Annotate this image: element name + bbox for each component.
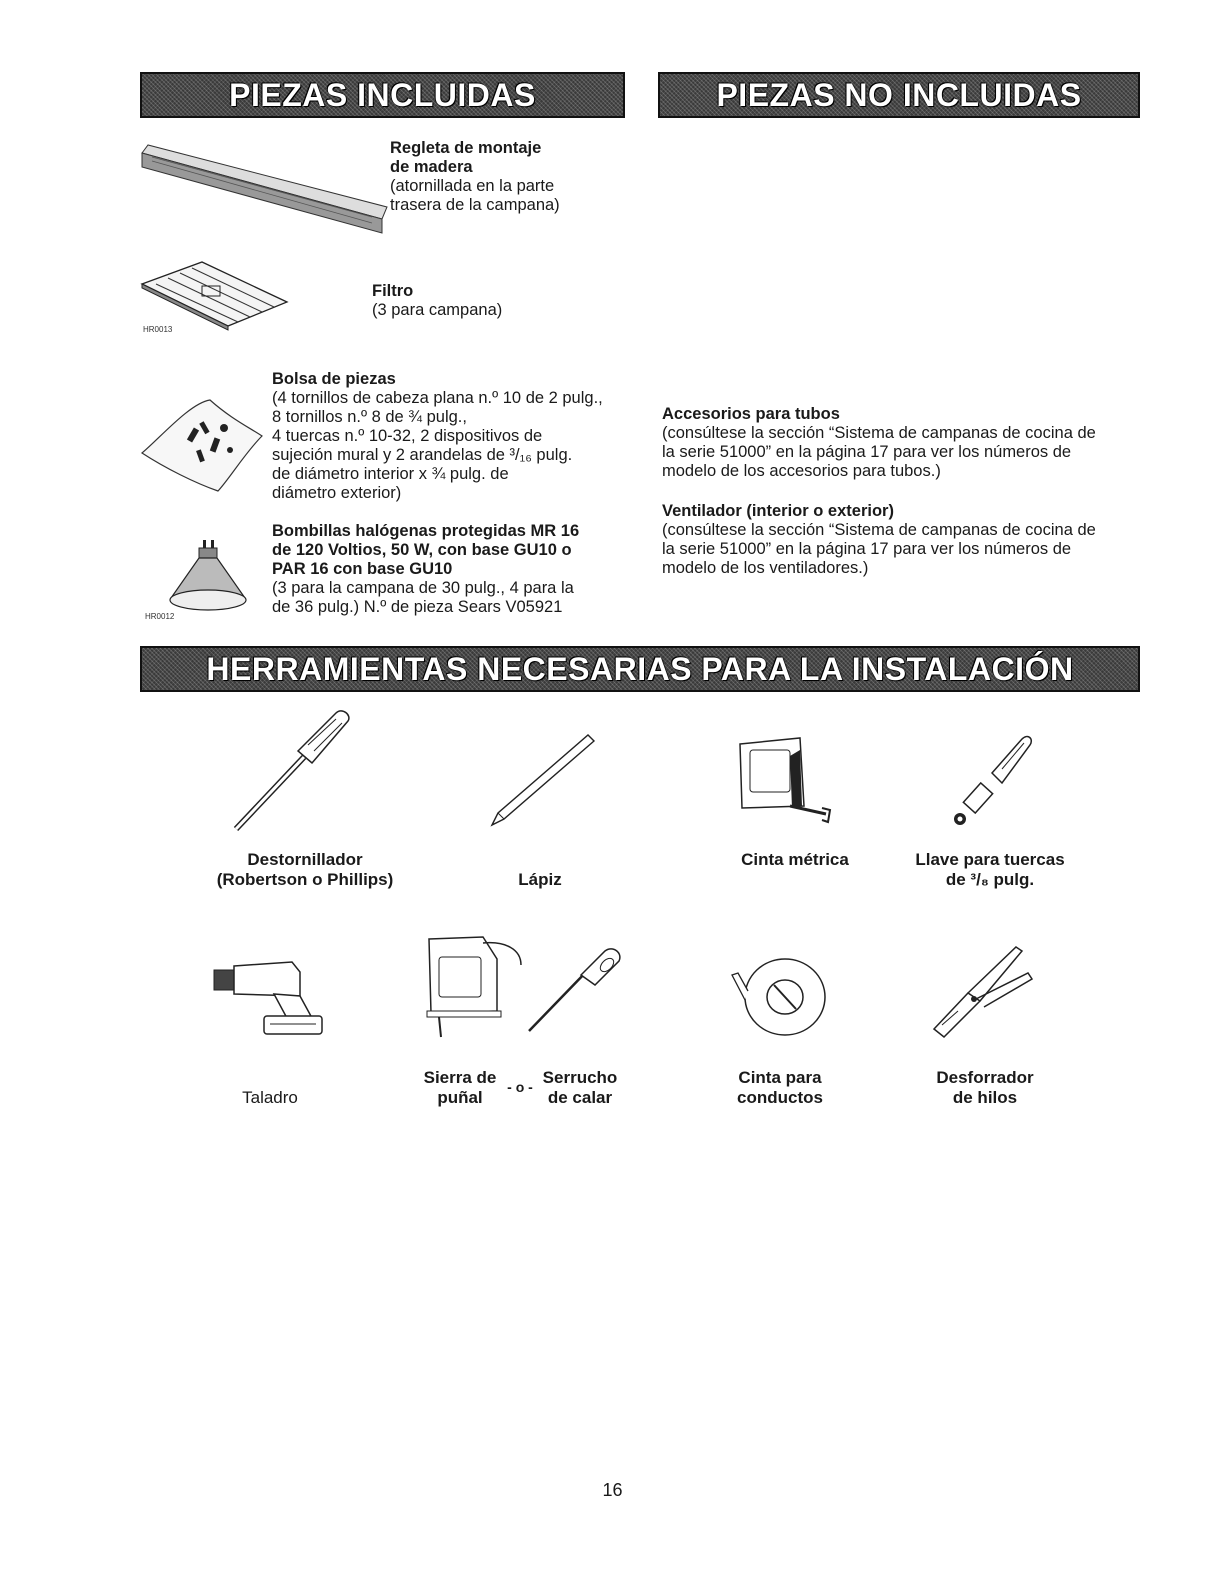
screwdriver-label-1: Destornillador (247, 850, 363, 869)
filter-image (142, 262, 292, 330)
fan-line-1: (consúltese la sección “Sistema de campanas de cocina de (662, 521, 1096, 539)
parts-bag-line-5: de diámetro interior x ¾ pulg. de (272, 465, 509, 483)
nut-driver-label (895, 850, 1085, 890)
keyhole-saw-label-1: Serrucho (542, 1068, 618, 1087)
parts-bag-title: Bolsa de piezas (272, 370, 396, 388)
filter-code: HR0013 (143, 325, 173, 334)
wire-stripper-label (900, 1068, 1070, 1108)
tape-measure-label: Cinta métrica (741, 850, 849, 869)
banner-not-included-text: PIEZAS NO INCLUIDAS (716, 76, 1082, 113)
duct-accessories-text (662, 405, 1096, 481)
duct-accessories-title: Accesorios para tubos (662, 405, 840, 423)
nut-driver-icon (950, 733, 1035, 828)
jigsaw-label (405, 1068, 515, 1108)
keyhole-saw-label-2: de calar (547, 1088, 613, 1107)
bulbs-title-3: PAR 16 con base GU10 (272, 560, 453, 578)
parts-bag-image (140, 398, 265, 493)
banner-included-text: PIEZAS INCLUIDAS (229, 76, 536, 113)
drill-label: Taladro (242, 1088, 298, 1107)
parts-bag-line-2: 8 tornillos n.º 8 de ¾ pulg., (272, 408, 467, 426)
parts-bag-text (272, 370, 603, 503)
pencil-icon (490, 733, 595, 828)
banner-tools (140, 646, 1140, 692)
mounting-strip-text (390, 139, 560, 215)
bulbs-desc-2: de 36 pulg.) N.º de pieza Sears V05921 (272, 598, 563, 616)
banner-tools-text: HERRAMIENTAS NECESARIAS PARA LA INSTALACIÓN (206, 650, 1074, 687)
banner-included (140, 72, 625, 118)
tape-measure-icon (730, 736, 835, 826)
parts-bag-line-3: 4 tuercas n.º 10-32, 2 dispositivos de (272, 427, 543, 445)
parts-bag-line-1: (4 tornillos de cabeza plana n.º 10 de 2 pulg., (272, 389, 603, 407)
wire-stripper-label-1: Desforrador (936, 1068, 1034, 1087)
duct-tape-icon (730, 955, 830, 1040)
or-separator: - o - (507, 1079, 533, 1095)
mounting-strip-title-1: Regleta de montaje (390, 139, 542, 157)
jigsaw-icon (425, 935, 525, 1040)
halogen-bulb-image (165, 538, 250, 618)
duct-tape-label (700, 1068, 860, 1108)
bulbs-title-1: Bombillas halógenas protegidas MR 16 (272, 522, 580, 540)
filter-desc: (3 para campana) (372, 301, 503, 319)
keyhole-saw-label (525, 1068, 635, 1108)
duct-accessories-line-3: modelo de los accesorios para tubos.) (662, 462, 941, 480)
page-number: 16 (602, 1480, 623, 1500)
screwdriver-icon (232, 705, 357, 835)
duct-tape-label-2: conductos (737, 1088, 823, 1107)
keyhole-saw-icon (525, 945, 625, 1035)
duct-tape-label-1: Cinta para (738, 1068, 822, 1087)
nut-driver-label-1: Llave para tuercas (915, 850, 1065, 869)
jigsaw-label-2: puñal (437, 1088, 483, 1107)
parts-bag-line-6: diámetro exterior) (272, 484, 402, 502)
fan-title: Ventilador (interior o exterior) (662, 502, 894, 520)
wire-stripper-icon (928, 945, 1038, 1040)
fan-text (662, 502, 1096, 578)
bulbs-desc-1: (3 para la campana de 30 pulg., 4 para la (272, 579, 574, 597)
jigsaw-label-1: Sierra de (423, 1068, 497, 1087)
wire-stripper-label-2: de hilos (952, 1088, 1018, 1107)
duct-accessories-line-2: la serie 51000” en la página 17 para ver los números de (662, 443, 1072, 461)
mounting-strip-image (142, 145, 387, 235)
bulb-code: HR0012 (145, 612, 175, 621)
duct-accessories-line-1: (consúltese la sección “Sistema de campanas de cocina de (662, 424, 1096, 442)
pencil-label: Lápiz (518, 870, 562, 889)
mounting-strip-title-2: de madera (390, 158, 473, 176)
screwdriver-label (195, 850, 415, 890)
bulbs-title-2: de 120 Voltios, 50 W, con base GU10 o (272, 541, 572, 559)
fan-line-3: modelo de los ventiladores.) (662, 559, 869, 577)
drill-icon (212, 962, 327, 1037)
parts-bag-line-4: sujeción mural y 2 arandelas de ³/₁₆ pulg. (272, 446, 573, 464)
mounting-strip-desc-2: trasera de la campana) (390, 196, 560, 214)
screwdriver-label-2: (Robertson o Phillips) (216, 870, 394, 889)
nut-driver-label-2: de ³/₈ pulg. (945, 870, 1035, 889)
filter-title: Filtro (372, 282, 414, 300)
banner-not-included (658, 72, 1140, 118)
bulbs-text (272, 522, 579, 617)
filter-text (372, 282, 502, 320)
fan-line-2: la serie 51000” en la página 17 para ver los números de (662, 540, 1072, 558)
mounting-strip-desc-1: (atornillada en la parte (390, 177, 555, 195)
